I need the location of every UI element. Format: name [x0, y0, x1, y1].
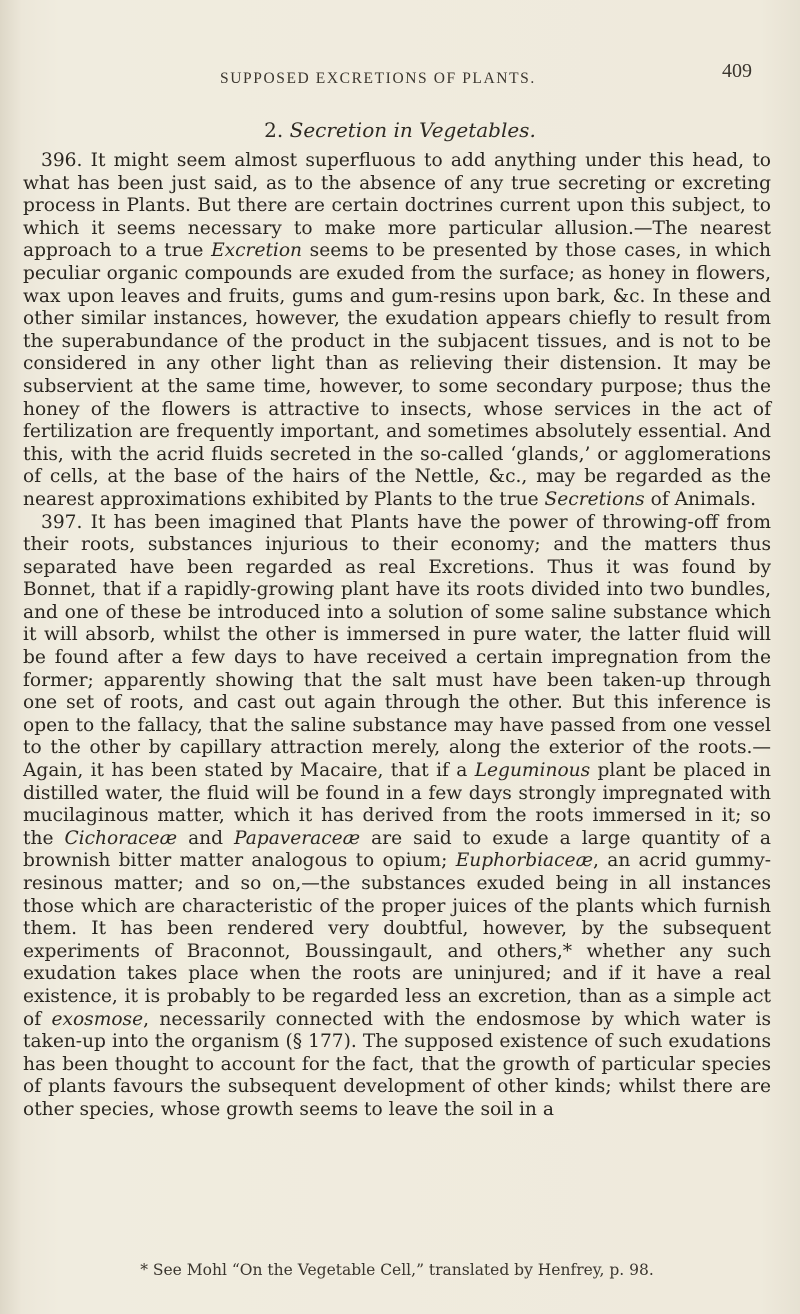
italic-term: exosmose: [51, 1008, 144, 1030]
section-heading: [0, 118, 800, 142]
text-run: of Animals.: [644, 488, 757, 510]
italic-term: Papaveraceæ: [234, 827, 361, 849]
text-run: and: [177, 827, 235, 849]
paragraph-396: [23, 150, 771, 512]
running-head: SUPPOSED EXCRETIONS OF PLANTS.: [220, 70, 536, 87]
text-run: are said to exude a large quantity of a brownish bitter matter analogous to opium;: [23, 827, 771, 872]
italic-term: Excretion: [211, 240, 303, 262]
text-run: plant be placed in distilled water, the fluid will be found in a few days strongly impregnated with mucilaginous matter, which it has derived from the roots immersed in it; so the: [23, 760, 771, 849]
text-run: , necessarily connected with the endosmose by which water is taken-up into the organism (§ 177). The supposed existence of such exudations has been thought to account for the fact, that the growth of particular species of plants favours the subsequent development of other kinds; whilst there are other species, whose growth seems to leave the soil in a: [23, 1008, 771, 1120]
paragraph-397: [23, 512, 771, 1122]
italic-term: Euphorbiaceæ: [455, 850, 594, 872]
text-run: seems to be presented by those cases, in which peculiar organic compounds are exuded from the surface; as honey in flowers, wax upon leaves and fruits, gums and gum-resins upon bark, &c. In these and other similar instances, however, the exudation appears chiefly to result from the superabundance of the product in the subjacent tissues, and is not to be considered in any other light than as relieving their distension. It may be subservient at the same time, however, to some secondary purpose; thus the honey of the flowers is attractive to insects, whose services in the act of fertilization are frequently important, and sometimes absolutely essential. And this, with the acrid fluids secreted in the so-called ‘glands,’ or agglomerations of cells, at the base of the hairs of the Nettle, &c., may be regarded as the nearest approximations exhibited by Plants to the true: [23, 240, 771, 510]
italic-term: Leguminous: [474, 760, 591, 782]
section-number: 2.: [264, 118, 284, 142]
page-number: 409: [722, 60, 752, 82]
italic-term: Secretions: [544, 488, 645, 510]
text-run: 396. It might seem almost superfluous to add anything under this head, to what has been just said, as to the absence of any true secreting or excreting process in Plants. But there are certain doctrines current upon this subject, to which it seems necessary to make more particular allusion.—The nearest approach to a true: [23, 150, 771, 262]
body-text: [23, 150, 771, 1122]
footnote: * See Mohl “On the Vegetable Cell,” translated by Henfrey, p. 98.: [140, 1261, 654, 1279]
section-title: Secretion in Vegetables.: [289, 118, 536, 142]
text-run: 397. It has been imagined that Plants have the power of throwing-off from their roots, substances injurious to their economy; and the matters thus separated have been regarded as real Excretions. Thus it was found by Bonnet, that if a rapidly-growing plant have its roots divided into two bundles, and one of these be introduced into a solution of some saline substance which it will absorb, whilst the other is immersed in pure water, the latter fluid will be found after a few days to have received a certain impregnation from the former; apparently showing that the salt must have been taken-up through one set of roots, and cast out again through the other. But this inference is open to the fallacy, that the saline substance may have passed from one vessel to the other by capillary attraction merely, along the exterior of the roots.—Again, it has been stated by Macaire, that if a: [23, 511, 771, 782]
text-run: , an acrid gummy-resinous matter; and so on,—the substances exuded being in all instances those which are characteristic of the proper juices of the plants which furnish them. It has been rendered very doubtful, however, by the subsequent experiments of Braconnot, Boussingault, and others,* whether any such exudation takes place when the roots are uninjured; and if it have a real existence, it is probably to be regarded less an excretion, than as a simple act of: [23, 850, 771, 1030]
italic-term: Cichoraceæ: [64, 827, 178, 849]
